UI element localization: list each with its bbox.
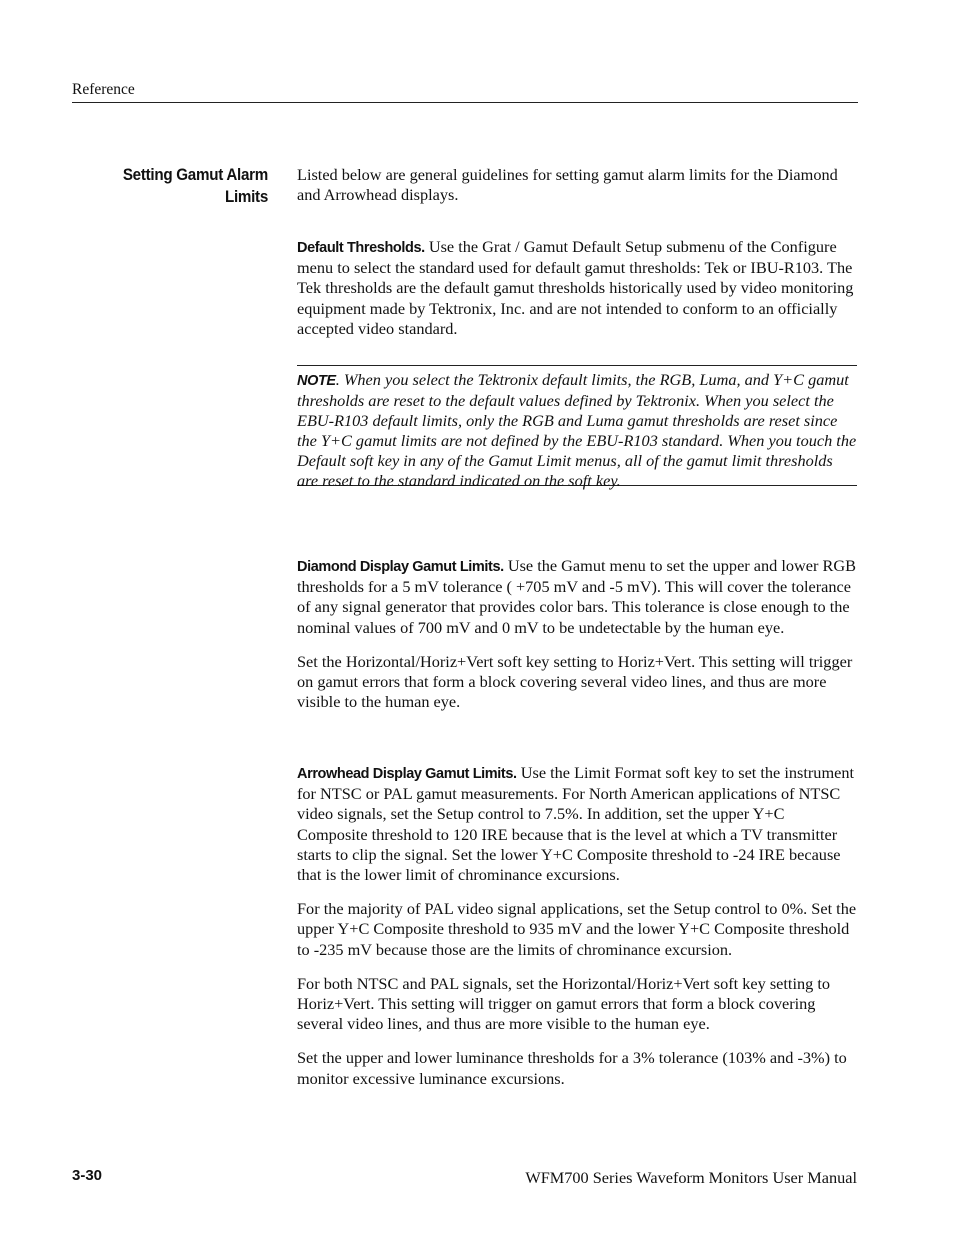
note-box xyxy=(297,365,857,490)
running-header: Reference xyxy=(72,81,135,98)
manual-title: WFM700 Series Waveform Monitors User Manual xyxy=(525,1168,857,1187)
diamond-heading: Diamond Display Gamut Limits. xyxy=(297,559,504,575)
arrowhead-section xyxy=(297,763,857,1089)
section-heading: Setting Gamut Alarm Limits xyxy=(122,166,268,206)
diamond-paragraph-2: Set the Horizontal/Horiz+Vert soft key setting to Horiz+Vert. This setting will trigger on gamut errors that form a block covering several video lines, and thus are more visible to the human eye. xyxy=(297,651,853,712)
page-number: 3-30 xyxy=(72,1167,103,1184)
intro-paragraph xyxy=(297,165,857,205)
intro-text: Listed below are general guidelines for setting gamut alarm limits for the Diamond and Arrowhead displays. xyxy=(297,165,838,205)
note-text: . When you select the Tektronix default limits, the RGB, Luma, and Y+C gamut thresholds are reset to the default values defined by Tektronix. When you select the EBU-R103 default limits, only the RGB and Luma gamut thresholds are reset since the Y+C gamut limits are not defined by the EBU-R103 standard. When you touch the Default soft key in any of the Gamut Limit menus, all of the gamut limit thresholds are reset to the standard indicated on the soft key. xyxy=(297,370,857,490)
default-thresholds-text: Use the Grat / Gamut Default Setup submenu of the Configure menu to select the standard used for default gamut thresholds: Tek or IBU-R103. The Tek thresholds are the default gamut thresholds historically used by video monitoring equipment made by Tektronix, Inc. and are not intended to conform to an officially accepted video standard. xyxy=(297,237,854,338)
arrowhead-text: Use the Limit Format soft key to set the instrument for NTSC or PAL gamut measurements. For North American applications of NTSC video signals, set the Setup control to 7.5%. In addition, set the upper Y+C Composite threshold to 120 IRE because that is the level at which a TV transmitter starts to clip the signal. Set the lower Y+C Composite threshold to -24 IRE because that is the lower limit of chrominance excursions. xyxy=(297,763,854,885)
header-rule xyxy=(72,102,858,103)
default-thresholds-section xyxy=(297,237,857,339)
arrowhead-heading: Arrowhead Display Gamut Limits. xyxy=(297,766,517,782)
note-label: NOTE xyxy=(297,373,336,389)
arrowhead-paragraph-2: For the majority of PAL video signal applications, set the Setup control to 0%. Set the upper Y+C Composite threshold to 935 mV and the lower Y+C Composite threshold to -235 mV because those are the limits of chrominance excursion. xyxy=(297,899,857,959)
default-thresholds-heading: Default Thresholds. xyxy=(297,240,425,256)
diamond-text: Use the Gamut menu to set the upper and lower RGB thresholds for a 5 mV tolerance ( +705 mV and -5 mV). This will cover the tolerance of any signal generator that provides color bars. This tolerance is close enough to the nominal values of 700 mV and 0 mV to be undetectable by the human eye. xyxy=(297,556,856,637)
arrowhead-paragraph-3: For both NTSC and PAL signals, set the Horizontal/Horiz+Vert soft key setting to Horiz+Vert. This setting will trigger on gamut errors that form a block covering several video lines, and thus are more visible to the human eye. xyxy=(297,973,830,1034)
arrowhead-paragraph-4: Set the upper and lower luminance thresholds for a 3% tolerance (103% and -3%) to monitor excessive luminance excursions. xyxy=(297,1048,847,1088)
diamond-section xyxy=(297,556,857,712)
